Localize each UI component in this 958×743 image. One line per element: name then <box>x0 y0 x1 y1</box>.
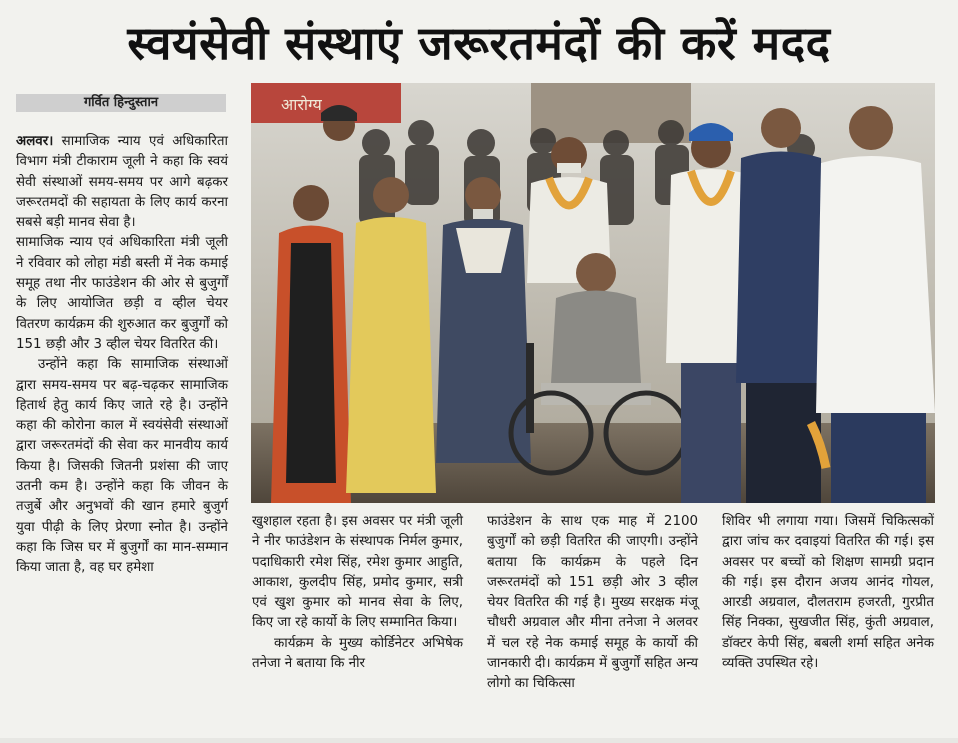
paragraph: सामाजिक न्याय एवं अधिकारिता मंत्री जूली ने रविवार को लोहा मंडी बस्ती में नेक कमाई समूह तथा नीर फाउंडेशन की ओर से बुजुर्गों के लिए आयोजित छड़ी व व्हील चेयर वितरण कार्यक्रम की शुरुआत कर बुजुर्गों को 151 छड़ी और 3 व्हील चेयर वितरित की। <box>16 235 228 352</box>
article-column-1 <box>16 132 228 579</box>
paragraph: शिविर भी लगाया गया। जिसमें चिकित्सकों द्वारा जांच कर दवाइयां वितरित की गई। इस अवसर पर बच्चों को शिक्षण सामग्री प्रदान की गई। इस दौरान अजय आनंद गोयल, आरडी अग्रवाल, दौलतराम हजरती, गुरप्रीत सिंह निक्का, सुखजीत सिंह, कुंती अग्रवाल, डॉक्टर केपी सिंह, बबली शर्मा सहित अनेक व्यक्ति उपस्थित रहे। <box>722 514 934 672</box>
article-column-2 <box>252 512 463 674</box>
byline: गर्वित हिन्दुस्तान <box>16 94 226 112</box>
news-photo <box>251 83 935 503</box>
paragraph: खुशहाल रहता है। इस अवसर पर मंत्री जूली ने नीर फाउंडेशन के संस्थापक निर्मल कुमार, पदाधिकारी रमेश सिंह, रमेश कुमार आहुति, आकाश, कुलदीप सिंह, प्रमोद कुमार, सत्री एवं खुश कुमार को मानव सेवा के लिए, किए जा रहे कार्यो के लिए सम्मानित किया। <box>252 514 463 631</box>
paragraph: उन्होंने कहा कि सामाजिक संस्थाओं द्वारा समय-समय पर बढ़-चढ़कर सामाजिक हितार्थ हेतु कार्य किए जाते रहे है। उन्होंने कहा की कोरोना काल में स्वयंसेवी संस्थाओं द्वारा जरूरतमंदों की सेवा कर मानवीय कार्य किया है। जिसकी जितनी प्रशंसा की जाए उतनी कम है। उन्होंने कहा कि जीवन के तजुर्बे और अनुभवों की खान हमारे बुजुर्ग युवा पीढ़ी के लिए प्रेरणा स्नोत है। उन्होंने कहा कि जिस घर में बुजुर्गों का मान-सम्मान किया जाता है, वह घर हमेशा <box>16 357 228 576</box>
article-column-3 <box>487 512 698 695</box>
article-column-4 <box>722 512 934 674</box>
photo-illustration <box>251 83 935 503</box>
dateline: अलवर। <box>16 134 54 149</box>
headline: स्वयंसेवी संस्थाएं जरूरतमंदों की करें मदद <box>127 16 831 70</box>
paragraph: कार्यक्रम के मुख्य कोर्डिनेटर अभिषेक तनेजा ने बताया कि नीर <box>252 635 463 672</box>
banner-text: आरोग्य <box>281 95 322 114</box>
paragraph: फाउंडेशन के साथ एक माह में 2100 बुजुर्गों को छड़ी वितरित की जाएगी। उन्होंने बताया कि कार्यक्रम के पहले दिन जरूरतमंदों को 151 छड़ी ओर 3 व्हील चेयर वितरित की गई है। मुख्य सरक्षक मंजू चौधरी अग्रवाल और मीना तनेजा ने अलवर में चल रहे नेक कमाई समूह के कार्यो की जानकारी दी। कार्यक्रम में बुजुर्गों सहित अन्य लोगो का चिकित्सा <box>487 514 698 692</box>
paragraph-text: सामाजिक न्याय एवं अधिकारिता विभाग मंत्री टीकाराम जूली ने कहा कि स्वयं सेवी संस्थाओं समय-समय पर आगे बढ़कर जरूरतमदों की सहायता के लिए कार्य करना सबसे बड़ी मानव सेवा है। <box>16 134 228 231</box>
paragraph <box>16 132 228 233</box>
page-bottom-edge <box>0 738 958 743</box>
